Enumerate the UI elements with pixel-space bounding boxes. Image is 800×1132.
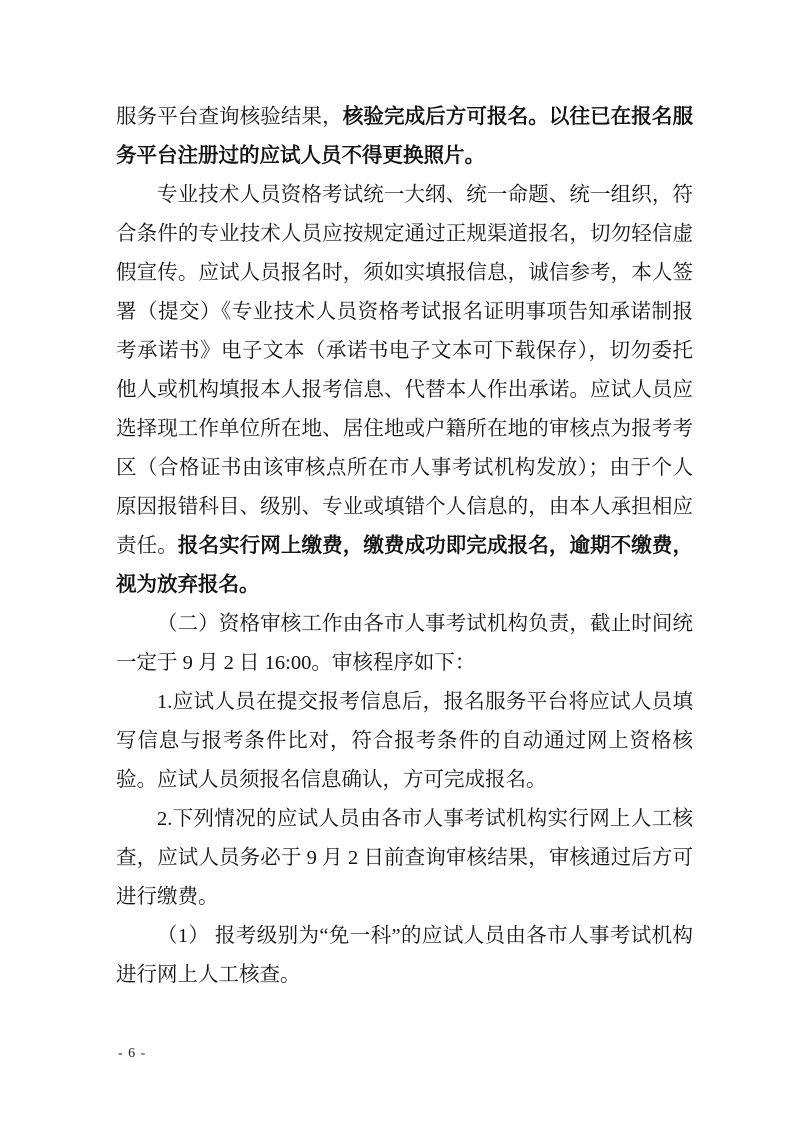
- paragraph: [116, 683, 693, 800]
- paragraph: [116, 917, 693, 995]
- text-run: 2.下列情况的应试人员由各市人事考试机构实行网上人工核查，应试人员务必于 9 月 2 日前查询审核结果，审核通过后方可进行缴费。: [116, 808, 693, 908]
- paragraph: [116, 800, 693, 917]
- page-number: - 6 -: [118, 1046, 147, 1061]
- text-run: 专业技术人员资格考试统一大纲、统一命题、统一组织，符合条件的专业技术人员应按规定通过正规渠道报名，切勿轻信虚假宣传。应试人员报名时，须如实填报信息，诚信参考，本人签署（提交）《专业技术人员资格考试报名证明事项告知承诺制报考承诺书》电子文本（承诺书电子文本可下载保存），切勿委托他人或机构填报本人报考信息、代替本人作出承诺。应试人员应选择现工作单位所在地、居住地或户籍所在地的审核点为报考考区（合格证书由该审核点所在市人事考试机构发放）；由于个人原因报错科目、级别、专业或填错个人信息的，由本人承担相应责任。: [116, 184, 693, 557]
- text-run: （1） 报考级别为“免一科”的应试人员由各市人事考试机构进行网上人工核查。: [116, 925, 693, 986]
- text-run-bold: 报名实行网上缴费，缴费成功即完成报名，逾期不缴费，视为放弃报名。: [116, 535, 694, 596]
- document-body: [116, 98, 693, 995]
- text-run-bold: 核验完成后方可报名。以往已在报名服务平台注册过的应试人员不得更换照片。: [116, 106, 694, 167]
- paragraph: [116, 98, 693, 176]
- text-run: 1.应试人员在提交报考信息后，报名服务平台将应试人员填写信息与报考条件比对，符合报考条件的自动通过网上资格核验。应试人员须报名信息确认，方可完成报名。: [116, 691, 693, 791]
- text-run: 服务平台查询核验结果，: [116, 106, 343, 128]
- paragraph: [116, 176, 693, 605]
- paragraph: [116, 605, 693, 683]
- text-run: （二）资格审核工作由各市人事考试机构负责，截止时间统一定于 9 月 2 日 16:00。审核程序如下：: [116, 613, 693, 674]
